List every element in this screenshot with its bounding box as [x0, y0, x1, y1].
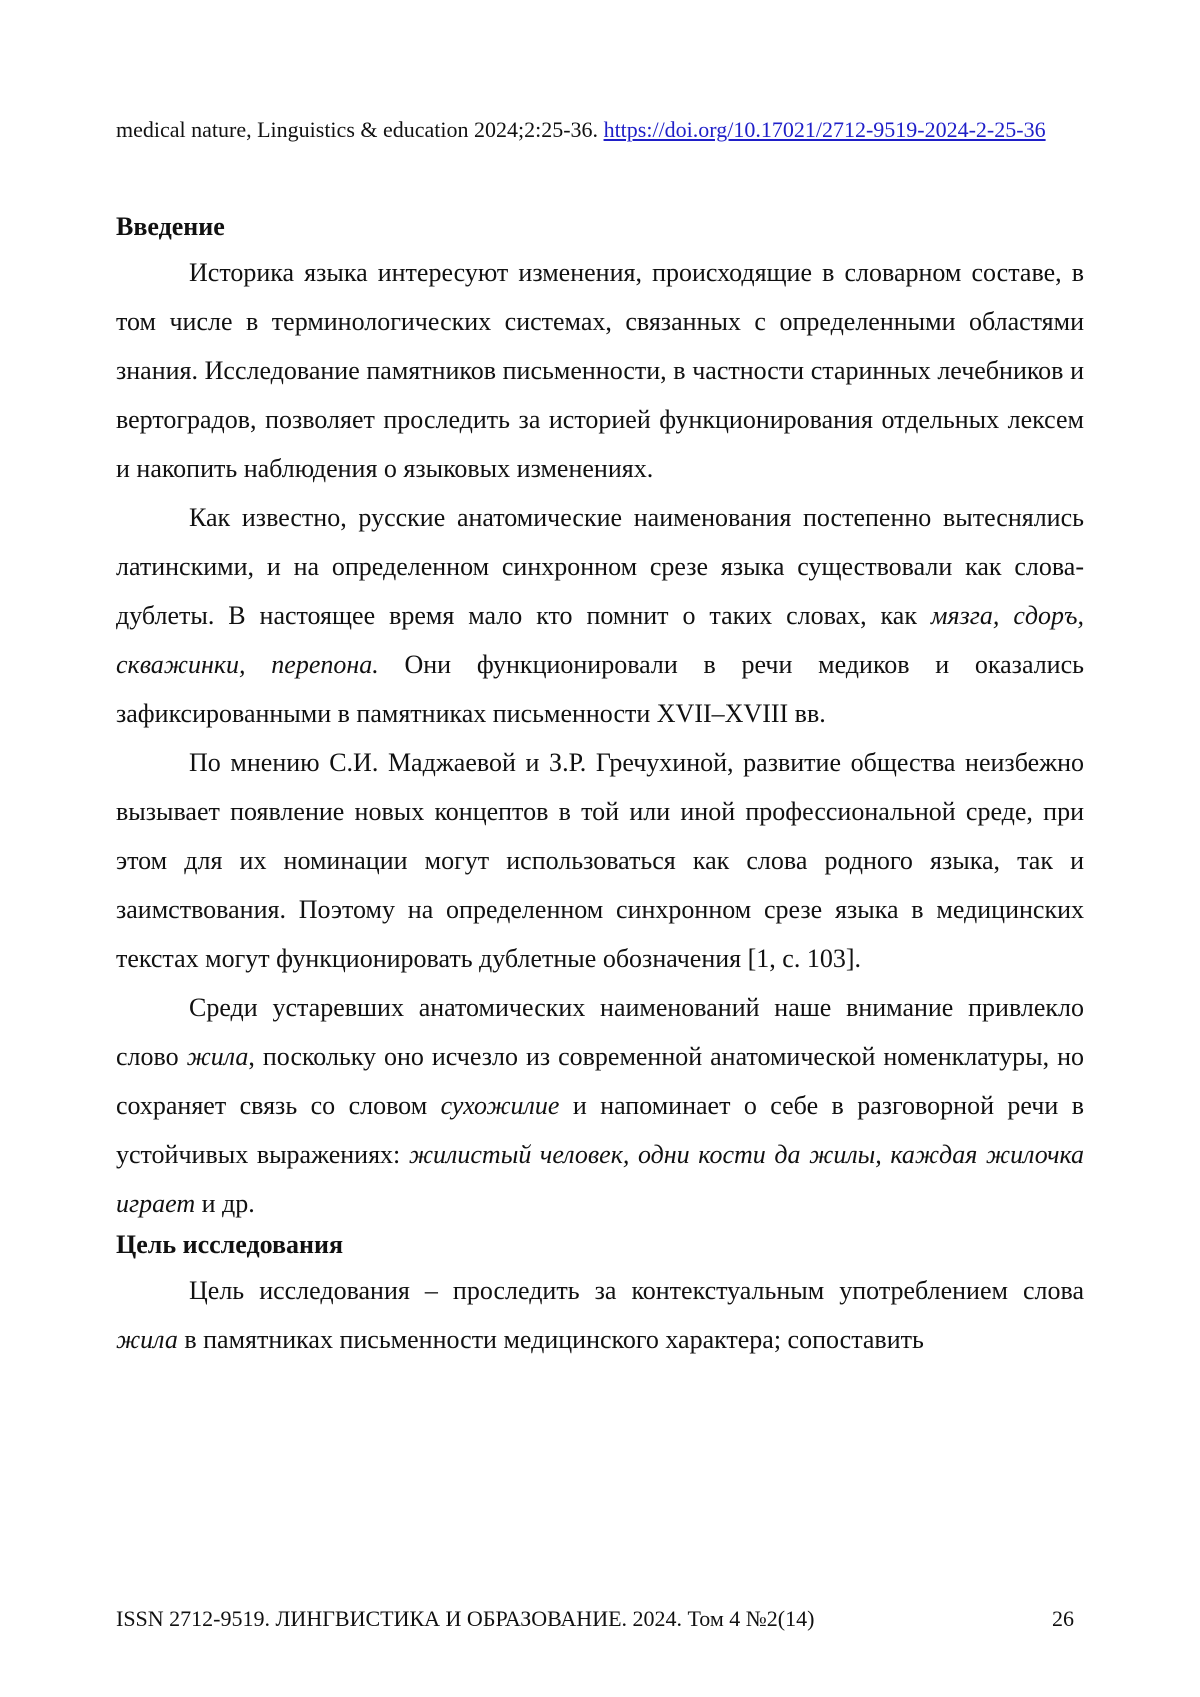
paragraph-4-text-d: и др. [195, 1189, 255, 1218]
paragraph-4-text-a: Среди устаревших анатомических наименований наше внимание привлекло слово [116, 993, 1084, 1071]
paragraph-4-italic-3: жилистый человек, одни кости да жилы, каждая жилочка играет [116, 1140, 1084, 1218]
paragraph-4-text-c: и напоминает о себе в разговорной речи в устойчивых выражениях: [116, 1091, 1084, 1169]
paragraph-4-text-b: , поскольку оно исчезло из современной анатомической номенклатуры, но сохраняет связь со словом [116, 1042, 1084, 1120]
paragraph-2 [116, 493, 1084, 738]
paragraph-5-text-b: в памятниках письменности медицинского характера; сопоставить [177, 1325, 924, 1354]
citation [116, 114, 1084, 146]
citation-text: medical nature, Linguistics & education 2024;2:25-36. [116, 117, 604, 142]
page-number: 26 [1052, 1606, 1074, 1631]
paragraph-3-text: По мнению С.И. Маджаевой и З.Р. Гречухиной, развитие общества неизбежно вызывает появление новых концептов в той или иной профессиональной среде, при этом для их номинации могут использоваться как слова родного языка, так и заимствования. Поэтому на определенном синхронном срезе языка в медицинских текстах могут функционировать дублетные обозначения [1, с. 103]. [116, 748, 1084, 973]
article-body [116, 210, 1084, 1364]
paragraph-5 [116, 1266, 1084, 1364]
paragraph-1 [116, 248, 1084, 493]
page-footer [116, 1605, 1084, 1633]
paragraph-4-italic-1: жила [186, 1042, 249, 1071]
paragraph-2-text-b: Они функционировали в речи медиков и оказались зафиксированными в памятниках письменности XVII–XVIII вв. [116, 650, 1084, 728]
doi-link[interactable]: https://doi.org/10.17021/2712-9519-2024-2-25-36 [603, 117, 1046, 142]
section-heading-intro: Введение [116, 212, 225, 241]
paragraph-1-text: Историка языка интересуют изменения, происходящие в словарном составе, в том числе в терминологических системах, связанных с определенными областями знания. Исследование памятников письменности, в частности старинных лечебников и вертоградов, позволяет проследить за историей функционирования отдельных лексем и накопить наблюдения о языковых изменениях. [116, 258, 1084, 483]
paragraph-2-italic: мязга, сдоръ, скважинки, перепона. [116, 601, 1085, 679]
paragraph-5-italic: жила [116, 1325, 178, 1354]
paragraph-4-italic-2: сухожилие [440, 1091, 560, 1120]
journal-info: ISSN 2712-9519. ЛИНГВИСТИКА И ОБРАЗОВАНИЕ. 2024. Том 4 №2(14) [116, 1606, 815, 1631]
paragraph-5-text-a: Цель исследования – проследить за контекстуальным употреблением слова [189, 1276, 1084, 1305]
paragraph-4 [116, 983, 1084, 1228]
section-heading-goal: Цель исследования [116, 1230, 344, 1259]
paragraph-3 [116, 738, 1084, 983]
paragraph-2-text-a: Как известно, русские анатомические наименования постепенно вытеснялись латинскими, и на определенном синхронном срезе языка существовали как слова-дублеты. В настоящее время мало кто помнит о таких словах, как [116, 503, 1084, 630]
